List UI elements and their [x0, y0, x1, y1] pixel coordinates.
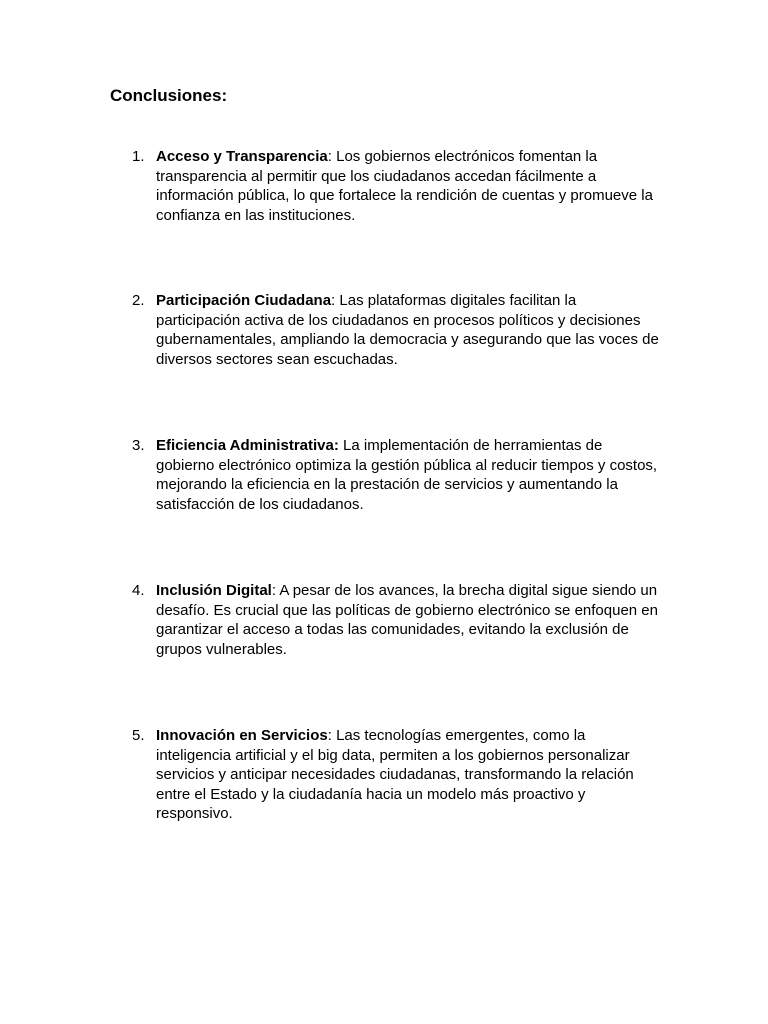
list-item-body: Las tecnologías emergentes, como la inteligencia artificial y el big data, permiten a los gobiernos personalizar servicios y anticipar necesidades ciudadanas, transformando la relación entre el Estado y la ciudadanía hacia un modelo más proactivo y responsivo. — [156, 727, 634, 822]
list-item-number: 1. — [132, 148, 145, 165]
list-item-title: Eficiencia Administrativa: — [156, 437, 339, 454]
list-item-number: 4. — [132, 582, 145, 599]
list-item — [132, 291, 662, 369]
list-item-number: 3. — [132, 437, 145, 454]
list-item — [132, 581, 662, 659]
list-item-separator: : — [271, 582, 277, 599]
list-item-number: 2. — [132, 292, 145, 309]
list-item-number: 5. — [132, 727, 145, 744]
list-item-text — [156, 581, 662, 659]
list-item — [132, 147, 662, 225]
list-item-title: Participación Ciudadana — [156, 292, 332, 309]
page-title: Conclusiones: — [110, 86, 228, 105]
list-item-body: Los gobiernos electrónicos fomentan la transparencia al permitir que los ciudadanos accedan fácilmente a información pública, lo que fortalece la rendición de cuentas y promueve la confianza en las instituciones. — [156, 148, 653, 224]
list-item-text — [156, 726, 662, 824]
list-item-body: A pesar de los avances, la brecha digital sigue siendo un desafío. Es crucial que las políticas de gobierno electrónico se enfoquen en garantizar el acceso a todas las comunidades, evitando la exclusión de grupos vulnerables. — [156, 582, 658, 658]
list-item-separator: : — [327, 148, 332, 165]
list-item-separator: : — [327, 727, 332, 744]
list-item-title: Inclusión Digital — [156, 582, 272, 599]
list-item-title: Innovación en Servicios — [156, 727, 328, 744]
list-item-text — [156, 147, 662, 225]
list-item-title: Acceso y Transparencia — [156, 148, 328, 165]
list-item — [132, 726, 662, 824]
list-item-body: Las plataformas digitales facilitan la participación activa de los ciudadanos en procesos políticos y decisiones gubernamentales, ampliando la democracia y asegurando que las voces de diversos sectores sean escuchadas. — [156, 292, 659, 368]
list-item-body: La implementación de herramientas de gobierno electrónico optimiza la gestión pública al reducir tiempos y costos, mejorando la eficiencia en la prestación de servicios y aumentando la satisfacción de los ciudadanos. — [156, 437, 658, 513]
list-item-text — [156, 436, 662, 514]
list-item-separator: : — [331, 292, 336, 309]
list-item — [132, 436, 662, 514]
list-item-text — [156, 291, 662, 369]
